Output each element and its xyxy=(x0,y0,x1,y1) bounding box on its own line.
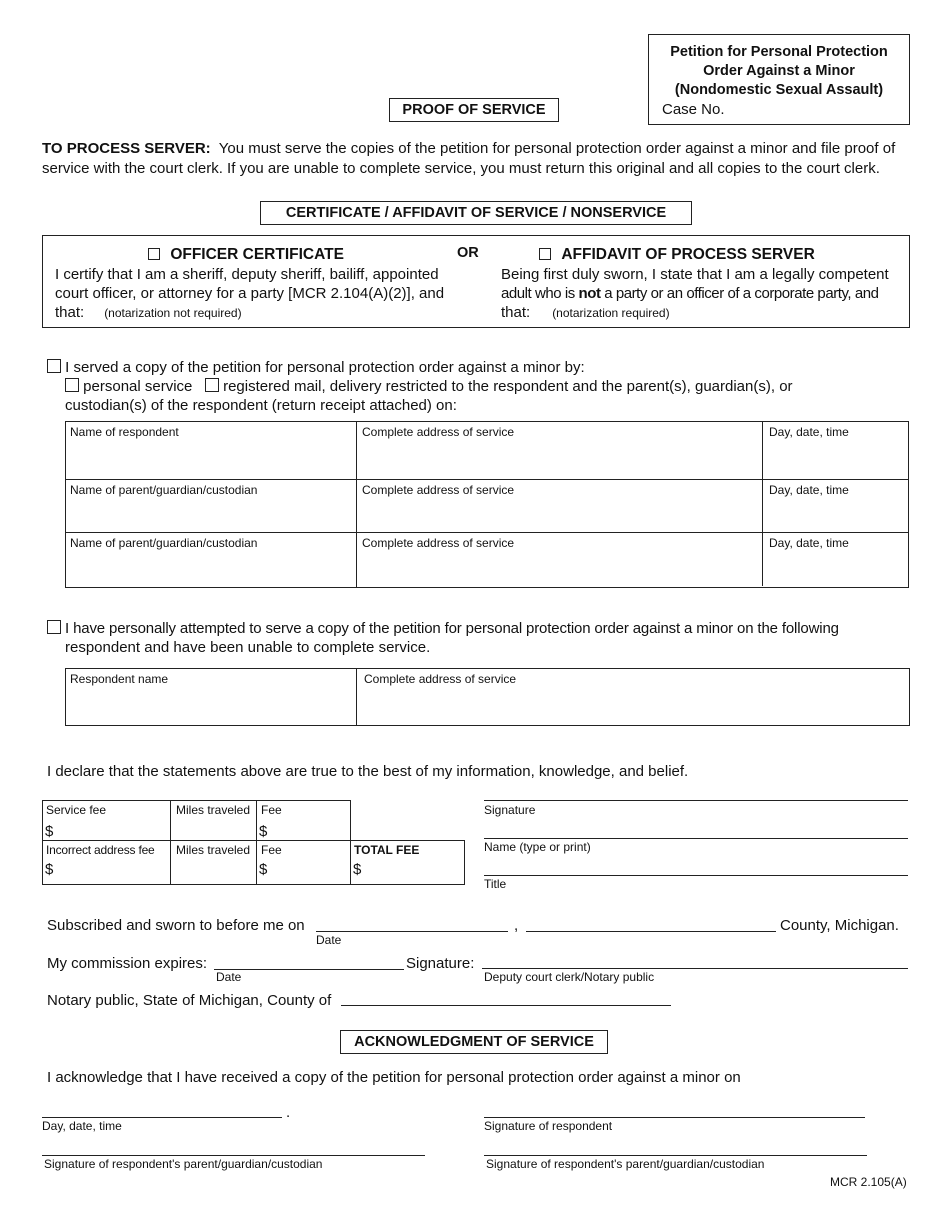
affidavit-line-2a: adult who is xyxy=(501,285,579,302)
officer-certificate-title: OFFICER CERTIFICATE xyxy=(170,246,344,263)
signature-top-line xyxy=(484,800,908,801)
served-section xyxy=(47,358,917,415)
commission-date-label: Date xyxy=(216,970,242,984)
case-title-line-3: (Nondomestic Sexual Assault) xyxy=(674,82,884,98)
affidavit-title: AFFIDAVIT OF PROCESS SERVER xyxy=(561,246,815,263)
personal-service-checkbox[interactable] xyxy=(65,378,79,392)
parent-signature-label-left: Signature of respondent's parent/guardian/custodian xyxy=(44,1157,323,1171)
affidavit-line-2c: a party or an officer of a corporate party, and xyxy=(600,285,879,302)
county-michigan: County, Michigan. xyxy=(780,917,899,934)
signature-label: Signature xyxy=(484,803,536,817)
ack-day-label: Day, date, time xyxy=(42,1119,122,1133)
deputy-clerk-label: Deputy court clerk/Notary public xyxy=(484,970,655,984)
cell-address: Complete address of service xyxy=(362,425,515,439)
attempted-line-1: I have personally attempted to serve a copy of the petition for personal protection order against a minor on the following xyxy=(65,620,839,637)
ack-period: . xyxy=(286,1104,291,1121)
cell-address: Complete address of service xyxy=(362,483,515,497)
table-row xyxy=(66,422,908,479)
case-title-line-1: Petition for Personal Protection xyxy=(670,44,888,60)
proof-of-service-heading: PROOF OF SERVICE xyxy=(389,98,559,122)
cell-name: Name of parent/guardian/custodian xyxy=(70,483,258,497)
cell-name: Name of respondent xyxy=(70,425,179,439)
officer-line-1: I certify that I am a sheriff, deputy sheriff, bailiff, appointed xyxy=(55,266,439,283)
incorrect-address-fee-label: Incorrect address fee xyxy=(46,843,155,857)
fee-label-2: Fee xyxy=(261,843,282,857)
notary-signature-line[interactable] xyxy=(482,968,908,969)
service-fee-label: Service fee xyxy=(46,803,107,817)
respondent-signature-line[interactable] xyxy=(484,1117,865,1118)
name-type-print-label: Name (type or print) xyxy=(484,840,591,854)
miles-traveled-label-2: Miles traveled xyxy=(176,843,251,857)
parent-signature-label-right: Signature of respondent's parent/guardian/custodian xyxy=(486,1157,765,1171)
officer-certificate-checkbox[interactable] xyxy=(148,248,160,260)
attempted-checkbox[interactable] xyxy=(47,620,61,634)
respondent-signature-label: Signature of respondent xyxy=(484,1119,613,1133)
fee-table xyxy=(42,800,465,886)
case-title-line-2: Order Against a Minor xyxy=(703,63,855,79)
fee-label: Fee xyxy=(261,803,282,817)
service-fee-dollar: $ xyxy=(45,823,54,840)
signature-line[interactable] xyxy=(484,838,908,839)
ack-date-line[interactable] xyxy=(42,1117,282,1118)
parent-signature-line-left[interactable] xyxy=(42,1155,425,1156)
attempted-line-2: respondent and have been unable to complete service. xyxy=(65,639,431,656)
respondent-name-label: Respondent name xyxy=(70,672,169,686)
notary-signature-label: Signature: xyxy=(406,955,475,972)
served-line-1: I served a copy of the petition for personal protection order against a minor by: xyxy=(65,359,585,376)
process-server-instructions xyxy=(42,139,922,179)
subscribed-date-line[interactable] xyxy=(316,931,508,932)
incorrect-fee-dollar: $ xyxy=(45,861,54,878)
declaration: I declare that the statements above are true to the best of my information, knowledge, and belief. xyxy=(47,763,689,780)
officer-certificate-title-row xyxy=(148,246,344,264)
attempted-table xyxy=(65,668,910,726)
affidavit-note: (notarization required) xyxy=(552,306,670,320)
registered-mail-label: registered mail, delivery restricted to the respondent and the parent(s), guardian(s), or xyxy=(223,378,793,395)
attempted-address-label: Complete address of service xyxy=(364,672,517,686)
registered-mail-checkbox[interactable] xyxy=(205,378,219,392)
notary-county-line[interactable] xyxy=(341,1005,671,1006)
cell-when: Day, date, time xyxy=(769,536,849,550)
fee-dollar: $ xyxy=(259,823,268,840)
title-label: Title xyxy=(484,877,507,891)
served-table xyxy=(65,421,909,588)
certificate-heading: CERTIFICATE / AFFIDAVIT OF SERVICE / NONSERVICE xyxy=(260,201,692,225)
total-fee-dollar: $ xyxy=(353,861,362,878)
subscribed-text: Subscribed and sworn to before me on xyxy=(47,917,305,934)
affidavit-text xyxy=(501,265,906,323)
instructions-line-1: You must serve the copies of the petition for personal protection order against a minor and file proof of xyxy=(218,140,896,157)
officer-certificate-text xyxy=(55,265,460,323)
fee-dollar-2: $ xyxy=(259,861,268,878)
affidavit-line-2b: not xyxy=(578,285,601,302)
total-fee-label: TOTAL FEE xyxy=(354,843,420,857)
served-checkbox[interactable] xyxy=(47,359,61,373)
officer-line-3: that: xyxy=(55,304,85,321)
affidavit-checkbox[interactable] xyxy=(539,248,551,260)
acknowledgment-heading: ACKNOWLEDGMENT OF SERVICE xyxy=(340,1030,608,1054)
instructions-lead: TO PROCESS SERVER: xyxy=(42,140,211,157)
county-line[interactable] xyxy=(526,931,776,932)
officer-note: (notarization not required) xyxy=(104,306,242,320)
officer-line-2: court officer, or attorney for a party [MCR 2.104(A)(2)], and xyxy=(55,285,445,302)
case-title-box xyxy=(648,34,910,125)
affidavit-line-3: that: xyxy=(501,304,531,321)
attempted-section xyxy=(47,619,917,657)
comma: , xyxy=(514,917,519,934)
instructions-line-2: service with the court clerk. If you are unable to complete service, you must return this original and all copies to the court clerk. xyxy=(42,160,880,177)
miles-traveled-label: Miles traveled xyxy=(176,803,251,817)
case-no-label: Case No. xyxy=(662,101,725,118)
commission-expires-label: My commission expires: xyxy=(47,955,208,972)
cell-when: Day, date, time xyxy=(769,425,849,439)
commission-date-line[interactable] xyxy=(214,969,404,970)
cell-name: Name of parent/guardian/custodian xyxy=(70,536,258,550)
table-row xyxy=(66,533,908,588)
subscribed-date-label: Date xyxy=(316,933,342,947)
cell-address: Complete address of service xyxy=(362,536,515,550)
cell-when: Day, date, time xyxy=(769,483,849,497)
affidavit-title-row xyxy=(539,246,815,264)
acknowledgment-text: I acknowledge that I have received a copy of the petition for personal protection order against a minor on xyxy=(47,1069,741,1086)
name-line[interactable] xyxy=(484,875,908,876)
or-label: OR xyxy=(457,245,479,261)
notary-county-label: Notary public, State of Michigan, County of xyxy=(47,992,332,1009)
personal-service-label: personal service xyxy=(83,378,193,395)
served-line-3: custodian(s) of the respondent (return receipt attached) on: xyxy=(65,397,457,414)
affidavit-line-1: Being first duly sworn, I state that I am a legally competent xyxy=(501,266,889,283)
certificate-box xyxy=(42,235,910,328)
parent-signature-line-right[interactable] xyxy=(484,1155,867,1156)
table-row xyxy=(66,480,908,532)
case-title xyxy=(649,43,909,100)
form-number: MCR 2.105(A) xyxy=(830,1175,907,1189)
